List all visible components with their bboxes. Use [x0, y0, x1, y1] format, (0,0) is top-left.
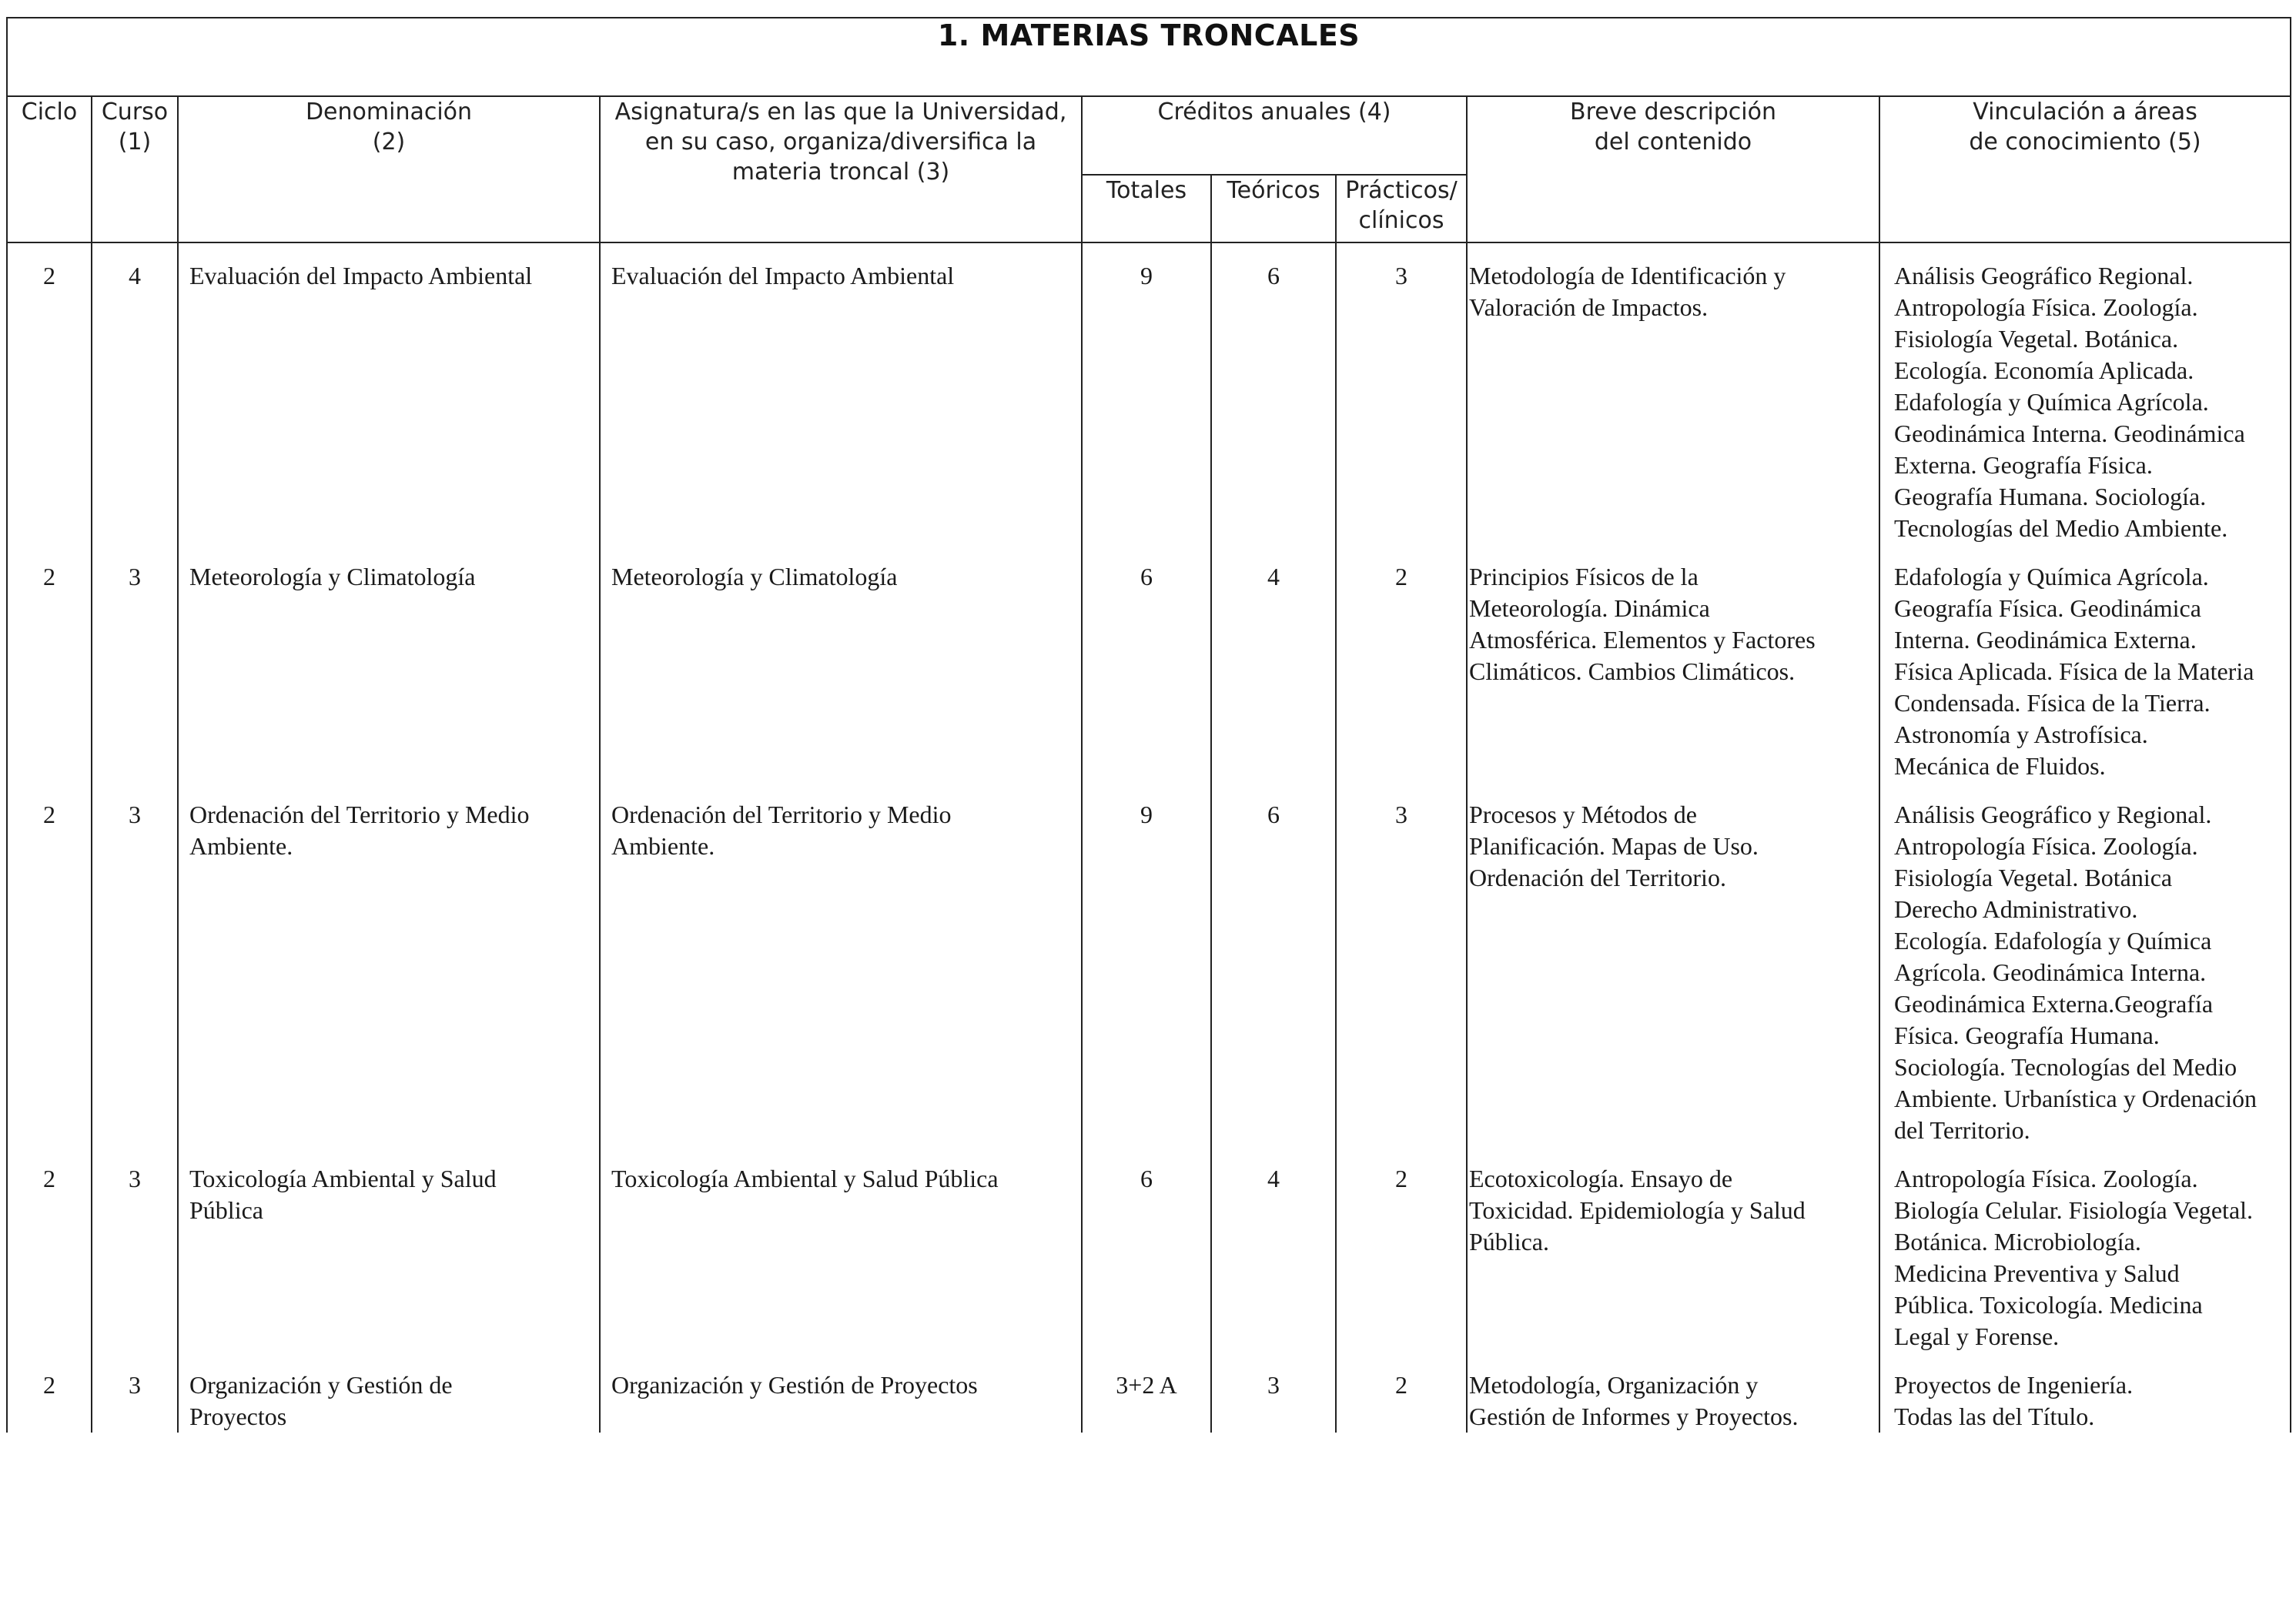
cell-asignatura: Toxicología Ambiental y Salud Pública: [600, 1146, 1082, 1353]
cell-teoricos: 6: [1211, 242, 1336, 544]
cell-descripcion: Principios Físicos de la Meteorología. Dinámica Atmosférica. Elementos y Factores Climáticos. Cambios Climáticos.: [1467, 544, 1879, 782]
header-descripcion: Breve descripción del contenido: [1467, 96, 1879, 242]
cell-vinculacion: Análisis Geográfico Regional. Antropología Física. Zoología. Fisiología Vegetal. Botánica. Ecología. Economía Aplicada. Edafología y Química Agrícola. Geodinámica Interna. Geodinámica Externa. Geografía Física. Geografía Humana. Sociología. Tecnologías del Medio Ambiente.: [1879, 242, 2291, 544]
cell-totales: 6: [1082, 544, 1211, 782]
cell-curso: 4: [92, 242, 178, 544]
cell-totales: 9: [1082, 242, 1211, 544]
table-row: [7, 242, 2291, 544]
cell-teoricos: 3: [1211, 1353, 1336, 1433]
cell-practicos: 2: [1336, 1353, 1467, 1433]
cell-vinculacion: Antropología Física. Zoología. Biología Celular. Fisiología Vegetal. Botánica. Microbiología. Medicina Preventiva y Salud Pública. Toxicología. Medicina Legal y Forense.: [1879, 1146, 2291, 1353]
table-title: 1. MATERIAS TRONCALES: [7, 18, 2291, 96]
cell-curso: 3: [92, 1146, 178, 1353]
cell-ciclo: 2: [7, 782, 92, 1146]
header-teoricos: Teóricos: [1211, 175, 1336, 242]
cell-denominacion: Meteorología y Climatología: [178, 544, 600, 782]
header-practicos: Prácticos/ clínicos: [1336, 175, 1467, 242]
cell-curso: 3: [92, 544, 178, 782]
cell-vinculacion: Edafología y Química Agrícola. Geografía Física. Geodinámica Interna. Geodinámica Externa. Física Aplicada. Física de la Materia Condensada. Física de la Tierra. Astronomía y Astrofísica. Mecánica de Fluidos.: [1879, 544, 2291, 782]
cell-ciclo: 2: [7, 1146, 92, 1353]
cell-curso: 3: [92, 782, 178, 1146]
cell-asignatura: Meteorología y Climatología: [600, 544, 1082, 782]
cell-denominacion: Evaluación del Impacto Ambiental: [178, 242, 600, 544]
cell-totales: 9: [1082, 782, 1211, 1146]
cell-ciclo: 2: [7, 544, 92, 782]
table-row: [7, 782, 2291, 1146]
table-row: [7, 544, 2291, 782]
cell-ciclo: 2: [7, 1353, 92, 1433]
cell-practicos: 2: [1336, 544, 1467, 782]
cell-asignatura: Evaluación del Impacto Ambiental: [600, 242, 1082, 544]
cell-descripcion: Metodología, Organización y Gestión de Informes y Proyectos.: [1467, 1353, 1879, 1433]
header-asignaturas: Asignatura/s en las que la Universidad, en su caso, organiza/diversifica la materia troncal (3): [600, 96, 1082, 242]
cell-asignatura: Organización y Gestión de Proyectos: [600, 1353, 1082, 1433]
materias-troncales-table: [6, 17, 2291, 1433]
cell-descripcion: Ecotoxicología. Ensayo de Toxicidad. Epidemiología y Salud Pública.: [1467, 1146, 1879, 1353]
header-totales: Totales: [1082, 175, 1211, 242]
header-curso: Curso (1): [92, 96, 178, 242]
cell-curso: 3: [92, 1353, 178, 1433]
cell-totales: 6: [1082, 1146, 1211, 1353]
cell-descripcion: Metodología de Identificación y Valoración de Impactos.: [1467, 242, 1879, 544]
cell-practicos: 3: [1336, 782, 1467, 1146]
table-row: [7, 1146, 2291, 1353]
curriculum-page: [6, 17, 2290, 1615]
header-denominacion: Denominación (2): [178, 96, 600, 242]
cell-teoricos: 4: [1211, 544, 1336, 782]
cell-practicos: 3: [1336, 242, 1467, 544]
cell-denominacion: Ordenación del Territorio y Medio Ambiente.: [178, 782, 600, 1146]
cell-descripcion: Procesos y Métodos de Planificación. Mapas de Uso. Ordenación del Territorio.: [1467, 782, 1879, 1146]
cell-asignatura: Ordenación del Territorio y Medio Ambiente.: [600, 782, 1082, 1146]
header-vinculacion: Vinculación a áreas de conocimiento (5): [1879, 96, 2291, 242]
cell-teoricos: 6: [1211, 782, 1336, 1146]
cell-denominacion: Organización y Gestión de Proyectos: [178, 1353, 600, 1433]
cell-denominacion: Toxicología Ambiental y Salud Pública: [178, 1146, 600, 1353]
header-ciclo: Ciclo: [7, 96, 92, 242]
cell-vinculacion: Análisis Geográfico y Regional. Antropología Física. Zoología. Fisiología Vegetal. Botánica Derecho Administrativo. Ecología. Edafología y Química Agrícola. Geodinámica Interna. Geodinámica Externa.Geografía Física. Geografía Humana. Sociología. Tecnologías del Medio Ambiente. Urbanística y Ordenación del Territorio.: [1879, 782, 2291, 1146]
table-row: [7, 1353, 2291, 1433]
cell-practicos: 2: [1336, 1146, 1467, 1353]
header-creditos: Créditos anuales (4): [1082, 96, 1467, 175]
cell-vinculacion: Proyectos de Ingeniería. Todas las del Título.: [1879, 1353, 2291, 1433]
cell-totales: 3+2 A: [1082, 1353, 1211, 1433]
cell-ciclo: 2: [7, 242, 92, 544]
cell-teoricos: 4: [1211, 1146, 1336, 1353]
